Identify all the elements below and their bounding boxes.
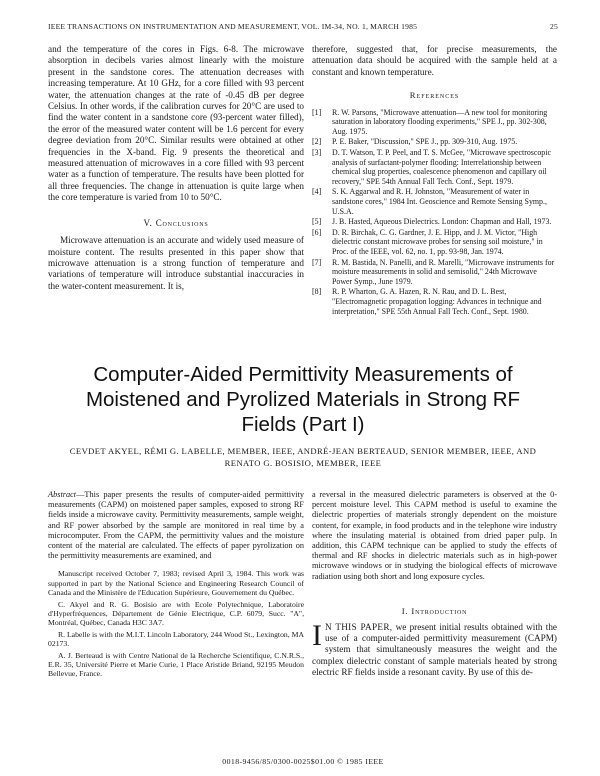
conclusions-heading: V. Conclusions <box>143 217 209 228</box>
reference-item <box>312 258 557 287</box>
running-head <box>48 22 558 31</box>
reference-number: [5] <box>312 217 322 227</box>
reference-item <box>312 137 557 147</box>
conclusions-paragraph: Microwave attenuation is an accurate and widely used measure of moisture content. The results presented in this paper show that microwave attenuation is a strong function of temperature and variations of temperature will introduce substantial inaccuracies in the water-content measurement. It is, <box>48 235 304 291</box>
authors-line: RENATO G. BOSISIO, MEMBER, IEEE <box>224 458 382 468</box>
reference-item <box>312 217 557 227</box>
reference-number: [6] <box>312 227 322 237</box>
introduction-paragraph <box>312 619 557 678</box>
footnote: A. J. Berteaud is with Centre National de la Recherche Scientifique, C.N.R.S., E.R. 35, Université Pierre et Marie Curie, 1 Place Aristide Briand, 92195 Meudon Bellevue, France. <box>48 650 304 679</box>
reference-text: S. K. Aggarwal and R. H. Johnston, "Measurement of water in sandstone cores," 1984 Int. Geoscience and Remote Sensing Symp., U.S.A. <box>332 187 547 216</box>
introduction-text: we present initial results obtained with the use of a computer-aided permittivity measurement (CAPM) system that simultaneously measures the weight and the complex dielectric constant of sample materials heated by strong electric RF fields inside a resonant cavity. By use of this de- <box>312 622 557 677</box>
abstract-continuation: a reversal in the measured dielectric parameters is observed at the 0-percent moisture level. This CAPM method is useful to examine the dielectric properties of materials strongly dependent on the moisture content, for example, in food products and in the telephone wire industry where the insulating material is obtained from dried paper pulp. In addition, this CAPM technique can be applied to study the effects of thermal and RF shocks in dielectric materials such as in high-power microwave windows or in studying the biological effects of microwave radiation using both short and long exposure cycles. <box>312 490 557 581</box>
reference-item <box>312 228 557 257</box>
prev-article-left-column <box>48 44 304 292</box>
footnote: Manuscript received October 7, 1983; revised April 3, 1984. This work was supported in part by the National Science and Engineering Research Council of Canada and the Ministère de l'Education Supérieure, Gouvernement du Québec. <box>48 569 304 598</box>
article-left-column <box>48 490 304 679</box>
reference-item <box>312 148 557 186</box>
footnote-spacer <box>48 561 304 567</box>
abstract-label: Abstract <box>48 490 77 499</box>
footnote: C. Akyel and R. G. Bosisio are with Ecole Polytechnique, Laboratoire d'Hyperfréquences, Département de Génie Electrique, C.P. 6079, Succ. "A", Montréal, Québec, Canada H3C 3A7. <box>48 599 304 628</box>
reference-text: D. T. Watson, T. P. Peel, and T. S. McGee, "Microwave spectroscopic analysis of surfactant-polymer flooding: Interrelationship between chemical slug properties, coalescence phenomenon and capillary oil recovery," SPE 54th Annual Fall Tech. Conf., Sept. 1979. <box>332 148 551 186</box>
reference-item <box>312 287 557 316</box>
author-list <box>48 445 558 469</box>
introduction-heading: I. Introduction <box>401 605 468 616</box>
abstract-paragraph <box>48 490 304 561</box>
reference-number: [2] <box>312 137 322 147</box>
reference-text: R. M. Bastida, N. Panelli, and R. Marelli, "Microwave instruments for moisture measurements in solid and semisolid," 24th Microwave Power Symp., June 1979. <box>332 257 555 286</box>
reference-item <box>312 187 557 216</box>
reference-number: [3] <box>312 148 322 157</box>
reference-number: [8] <box>312 287 322 297</box>
article-title <box>48 362 558 437</box>
title-line: Computer-Aided Permittivity Measurements of <box>93 363 513 386</box>
reference-text: R. P. Wharton, G. A. Hazen, R. N. Rau, and D. L. Best, "Electromagnetic propagation logging: Advances in technique and interpretation," SPE 55th Annual Fall Tech. Conf., Sept. 1980. <box>332 287 542 316</box>
prev-article-right-column <box>312 44 557 317</box>
reference-text: R. W. Parsons, "Microwave attenuation—A new tool for monitoring saturation in laboratory flooding experiments," SPE J., pp. 302-308, Aug. 1975. <box>332 107 548 136</box>
drop-cap: I <box>312 619 322 653</box>
prev-article-paragraph-1: and the temperature of the cores in Figs. 6-8. The microwave absorption in decibels varies almost linearly with the moisture present in the sandstone cores. The attenuation decreases with increasing temperature. At 10 GHz, for a core filled with 93 percent water, the attenuation changes at the rate of -0.45 dB per degree Celsius. In other words, if the calibration curves for 20°C are used to find the water content in a sandstone core (93-percent water filled), the error of the measured water content will be 1.6 percent for every degree deviation from 20°C. Similar results were obtained at other frequencies in the X-band. Fig. 9 presents the theoretical and measured attenuation of microwaves in a core filled with 93 percent water as a function of temperature. The results have been plotted for all three frequencies. The change in attenuation is quite large when the core temperature is varied from 10 to 50°C. <box>48 44 304 203</box>
abstract-text: —This paper presents the results of computer-aided permittivity measurements (CAPM) on moistened paper samples, exposed to strong RF fields inside a microwave cavity. Permittivity measurements, sample weight, and RF power absorbed by the sample are monitored in real time by a microcomputer. From the CAPM, the permittivity values and the moisture content of the material are calculated. The effects of paper pyrolization on the permittivity measurements are examined, and <box>48 490 304 561</box>
introduction-lead: N THIS PAPER, <box>325 622 393 633</box>
journal-header: IEEE TRANSACTIONS ON INSTRUMENTATION AND MEASUREMENT, VOL. IM-34, NO. 1, MARCH 1985 <box>48 22 418 31</box>
reference-number: [4] <box>312 187 322 197</box>
reference-number: [7] <box>312 257 322 267</box>
reference-number: [1] <box>312 107 322 117</box>
title-line: Fields (Part I) <box>241 413 365 436</box>
footnote: R. Labelle is with the M.I.T. Lincoln Laboratory, 244 Wood St., Lexington, MA 02173. <box>48 629 304 649</box>
references-list <box>312 108 557 316</box>
authors-line: CEVDET AKYEL, RÉMI G. LABELLE, MEMBER, IEEE, ANDRÉ-JEAN BERTEAUD, SENIOR MEMBER, IEEE, AND <box>69 446 537 456</box>
reference-text: J. B. Hasted, Aqueous Dielectrics. London: Chapman and Hall, 1973. <box>332 217 552 227</box>
prev-article-right-paragraph: therefore, suggested that, for precise measurements, the attenuation data should be acquired with the sample held at a constant and known temperature. <box>312 44 557 77</box>
reference-text: D. R. Birchak, C. G. Gardner, J. E. Hipp, and J. M. Victor, "High dielectric constant microwave probes for sensing soil moisture," in Proc. of the IEEE, vol. 62, no. 1, pp. 93-98, Jan. 1974. <box>332 227 543 256</box>
reference-item <box>312 108 557 137</box>
title-line: Moistened and Pyrolized Materials in Strong RF <box>85 388 521 411</box>
reference-text: P. E. Baker, "Discussion," SPE J., pp. 309-310, Aug. 1975. <box>332 137 518 147</box>
page-number: 25 <box>550 22 558 31</box>
article-right-column <box>312 490 557 678</box>
references-heading: References <box>409 90 460 101</box>
copyright-footer: 0018-9456/85/0300-0025$01.00 © 1985 IEEE <box>222 757 384 766</box>
